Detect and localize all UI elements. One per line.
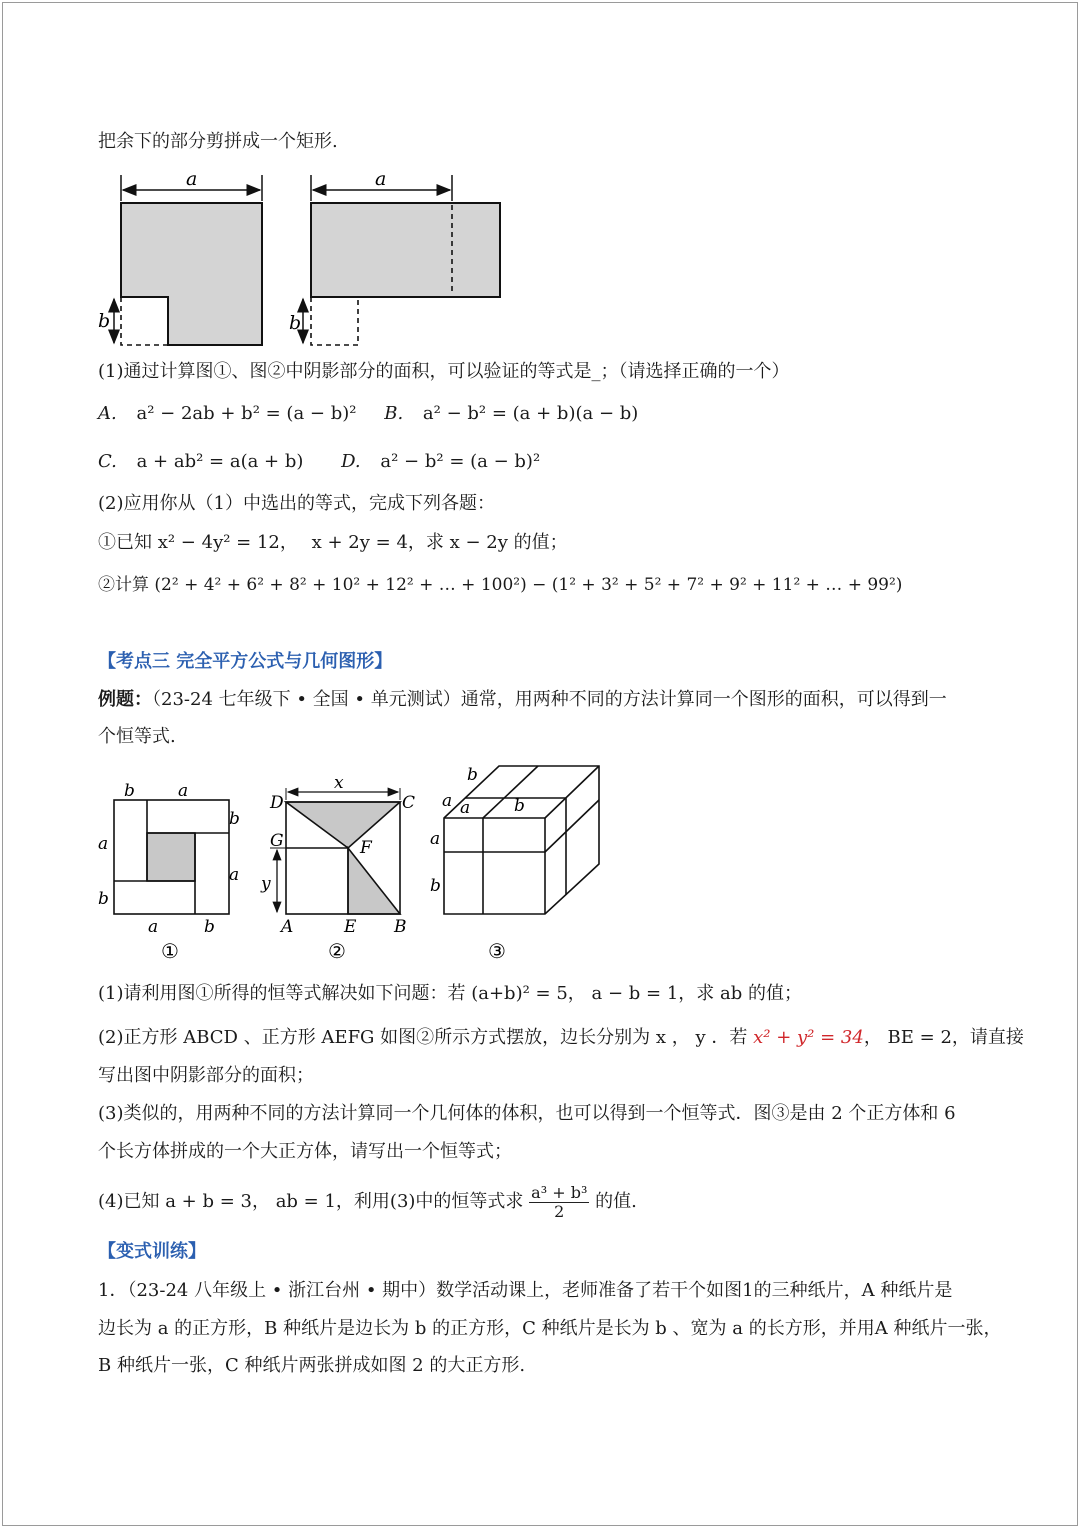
intro-line: 把余下的部分剪拼成一个矩形. <box>98 131 338 152</box>
caption-3: ③ <box>488 939 506 963</box>
example-p4-a: (4)已知 a + b = 3， ab = 1，利用(3)中的恒等式求 <box>98 1191 524 1212</box>
example-p2-b: ， BE = 2，请直接 <box>863 1027 1024 1048</box>
example-p2-line-2: 写出图中阴影部分的面积； <box>98 1065 314 1086</box>
f2-E: E <box>344 917 357 937</box>
figure-row <box>90 760 620 970</box>
f2-G: G <box>270 831 284 851</box>
option-c: a + ab² = a(a + b) <box>136 451 304 472</box>
example-p3-line-1: (3)类似的，用两种不同的方法计算同一个几何体的体积，也可以得到一个恒等式．图③是由 2 个正方体和 6 <box>98 1103 956 1124</box>
figure-top-pair <box>90 165 520 355</box>
f2-A: A <box>281 917 294 937</box>
example-text-1: （23-24 七年级下 • 全国 • 单元测试）通常，用两种不同的方法计算同一个图形的面积，可以得到一 <box>152 689 947 710</box>
fig2-label-b: b <box>289 312 302 334</box>
example-line-1 <box>98 688 947 712</box>
f3-left-b: b <box>430 876 441 896</box>
fig1-label-a: a <box>186 168 198 190</box>
f1-left-b: b <box>98 889 109 909</box>
example-p4-b: 的值. <box>595 1191 637 1212</box>
example-p2-a: (2)正方形 ABCD 、正方形 AEFG 如图②所示方式摆放，边长分别为 x ， y ．若 <box>98 1027 748 1048</box>
example-p2-line-1 <box>98 1026 1024 1050</box>
option-a: a² − 2ab + b² = (a − b)² <box>136 403 357 424</box>
f3-left-a: a <box>430 829 441 849</box>
q2-prompt: (2)应用你从（1）中选出的等式，完成下列各题： <box>98 493 495 514</box>
option-d: a² − b² = (a − b)² <box>380 451 541 472</box>
f2-C: C <box>402 793 416 813</box>
practice-line-2: 边长为 a 的正方形，B 种纸片是边长为 b 的正方形，C 种纸片是长为 b 、宽为 a 的长方形，并用A 种纸片一张， <box>98 1318 1002 1339</box>
fraction <box>529 1184 589 1221</box>
fraction-denominator: 2 <box>554 1201 565 1221</box>
fig1-label-b: b <box>98 310 111 332</box>
q2-item-1-b: x + 2y = 4，求 x − 2y 的值； <box>311 532 568 553</box>
f1-top-b: b <box>124 781 135 801</box>
figure-1-square-minus-corner <box>98 168 262 345</box>
example-p4 <box>98 1180 637 1224</box>
example-p1: (1)请利用图①所得的恒等式解决如下问题：若 (a+b)² = 5， a − b = 1，求 ab 的值； <box>98 983 802 1004</box>
practice-line-1: 1．（23-24 八年级上 • 浙江台州 • 期中）数学活动课上，老师准备了若干个如图1的三种纸片，A 种纸片是 <box>98 1280 953 1301</box>
fraction-numerator: a³ + b³ <box>531 1182 588 1202</box>
f1-bottom-b: b <box>204 917 215 937</box>
f2-D: D <box>270 793 284 813</box>
f3-front-a: a <box>460 798 471 818</box>
f1-left-a: a <box>98 834 109 854</box>
figure-2-rectangle <box>289 168 500 345</box>
option-b: a² − b² = (a + b)(a − b) <box>422 403 639 424</box>
f2-y: y <box>261 874 271 894</box>
option-b-label: B. <box>384 403 404 424</box>
example-p2-red: x² + y² = 34 <box>753 1027 864 1048</box>
f2-x: x <box>334 773 344 793</box>
practice-line-3: B 种纸片一张，C 种纸片两张拼成如图 2 的大正方形. <box>98 1355 526 1376</box>
f2-F: F <box>360 838 372 858</box>
caption-2: ② <box>328 939 346 963</box>
option-c-label: C. <box>98 451 117 472</box>
example-label: 例题： <box>98 689 152 710</box>
practice-heading: 【变式训练】 <box>98 1241 206 1262</box>
example-line-2: 个恒等式. <box>98 726 176 747</box>
f1-bottom-a: a <box>148 917 159 937</box>
q2-item-1-a: ①已知 x² − 4y² = 12， <box>98 532 298 553</box>
q1-options-row-1 <box>98 402 638 426</box>
q1-options-row-2 <box>98 450 540 474</box>
f1-top-a: a <box>178 781 189 801</box>
section-3-heading: 【考点三 完全平方公式与几何图形】 <box>98 651 393 672</box>
f3-front-b: b <box>514 796 525 816</box>
figure-circle-2 <box>270 788 400 914</box>
fig2-label-a: a <box>375 168 387 190</box>
q2-item-1 <box>98 531 568 555</box>
q2-item-2: ②计算 (2² + 4² + 6² + 8² + 10² + 12² + … + 100²) − (1² + 3² + 5² + 7² + 9² + 11² + … + 99²) <box>98 575 903 595</box>
f3-side-a: a <box>442 791 453 811</box>
figure-circle-1 <box>114 800 229 914</box>
f1-right-a: a <box>229 865 240 885</box>
option-a-label: A. <box>98 403 117 424</box>
caption-1: ① <box>161 939 179 963</box>
figure-circle-3-cube <box>444 766 599 914</box>
q1-prompt: (1)通过计算图①、图②中阴影部分的面积，可以验证的等式是_；（请选择正确的一个） <box>98 361 790 382</box>
f2-B: B <box>394 917 407 937</box>
example-p3-line-2: 个长方体拼成的一个大正方体，请写出一个恒等式； <box>98 1141 512 1162</box>
option-d-label: D. <box>341 451 361 472</box>
f1-right-b: b <box>229 809 240 829</box>
f3-top-b: b <box>467 765 478 785</box>
